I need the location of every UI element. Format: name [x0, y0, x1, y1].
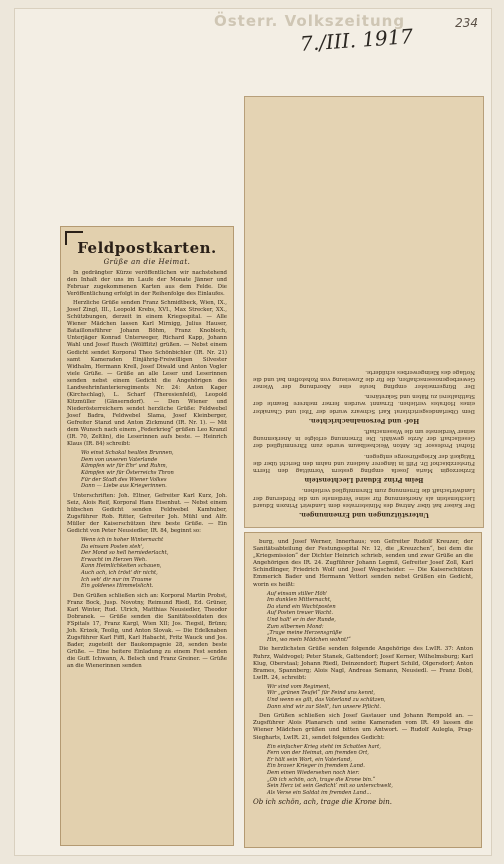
- article-paragraph: Unterschriften: Joh. Eltner, Gefreiter Karl Kurz, Joh. Seiz, Alois Reif, Korporal Hans Eisenhut. — Nebst einem hübschen Gedicht senden Feldwebel Kamhuber, Zugsführer Rob. Ritter, Gefreiter Joh. Mühl und Alfr. Müller der Kaiserschützen ihre beste Grüße. — Ein Gedicht von Peter Neusiedler, IR. 84, beginnt so:: [67, 492, 227, 534]
- article-subheadline: Grüße an die Heimat.: [103, 258, 191, 266]
- upper-paragraph: Der Kaiser hat über Antrag des Ministerrates dem Landwirt Prinzen Eduard Liechtenstein als Anerkennung für seine Verdienste um die Förderung der Landwirtschaft die Ernennung zum Ehrenmitglied verliehen.: [253, 487, 475, 508]
- verse-line: Ein braver Krieger in fremdem Land.: [267, 763, 365, 770]
- verse-line: Und halt' er in der Runde,: [267, 617, 336, 624]
- verse-line: Wenn ich in hoher Winternacht: [81, 537, 164, 544]
- article-paragraph: In gedrängter Kürze veröffentlichen wir nachstehend den Inhalt der uns im Laufe der Monate Jänner und Februar zugekommenen Karten aus dem Felde. Die Veröffentlichung erfolgt in der Reihenfolge des Einlaufes.: [67, 270, 227, 298]
- verse-line: Wo einst Schakal heulten Brunnen,: [81, 450, 174, 457]
- verse-line: Fern von der Heimat, am fremden Ort,: [267, 750, 369, 757]
- verse-line: Sein Herz ist sein Gedicht‘ mit so unterschwelt,: [267, 783, 393, 790]
- verse-line: Er hält sein Wort, ein Vaterland,: [267, 756, 352, 763]
- upper-heading-1: Unterstützungen und Ernennungen.: [299, 511, 430, 519]
- verse-line: Kämpfen wir für Ehr' und Ruhm,: [81, 463, 168, 470]
- verse-line: „Ob ich schön, ach, trage die Krone bin.“: [267, 776, 376, 783]
- verse-line: Zum silbernen Mond:: [267, 623, 324, 630]
- verse-line: Dann — Liebe aus Kriegerinnen.: [81, 483, 167, 490]
- article-headline: Feldpostkarten.: [77, 239, 217, 257]
- verse-line: Auch ach, ich tröst' dir nicht,: [81, 569, 158, 576]
- upper-paragraph: Hofrat Professor Dr. Anton Weichselbaum wurde zum Ehrenmitglied der Gesellschaft der Ärzte gewählt. Die Ernennung erfolgte in Anerkennung seiner Verdienste um die Wissenschaft.: [253, 427, 475, 449]
- verse-line: Auf Posten treuer Wacht.: [267, 610, 333, 617]
- newspaper-stamp: Österr. Volkszeitung: [214, 12, 406, 30]
- corner-mark: [65, 231, 83, 245]
- right-paragraph: Den Grüßen schließen sich Josef Gastauer und Johann Rempold an. — Zugsführer Alois Planarsch und seine Kameraden vom IR. 49 lassen die Wiener Mädchen grüßen und bitten um Antwort. — Rudolf Aulegla, Prag-Siegharts, LwIR. 21, sendet folgendes Gedicht:: [253, 713, 473, 741]
- upper-clipping-text: [245, 97, 483, 527]
- verse-line: Auf einsam stiller Höh': [267, 590, 328, 597]
- right-clipping: [244, 532, 482, 848]
- page-number: 234: [455, 16, 478, 30]
- article-paragraph: Den Grüßen schließen sich an: Korporal Martin Probst, Franz Bock, Jusp. Novotny, Reimund Riedl, Ed. Grüner, Karl Winter, Rud. Ulrich, Matthias Neusiedler, Theodor Dobranek. — Grüße senden die Sanitätssoldaten des FSpitals 17, Franz Kargl, Wien XII; Jos. Tiegsil, Brünn; Joh. Krizek, Teolig, und Anton Slovak. — Die Edelknaben Zugsführer Karl Fiffl, Karl Habacht, Fritz Wauck und Jos. Bader, zugeteilt der Baukompagnie 28, senden beste Grüße. — Eine heitere Einladung zu einem Fest senden die Guff. Ichwann, A. Belsch und Franz Greiner. — Grüße an die Wienerinnen senden: [67, 592, 227, 670]
- handwritten-date: 7./III. 1917: [299, 24, 414, 56]
- right-verse-2: [253, 684, 473, 710]
- article-verse-2: [67, 537, 227, 590]
- upper-heading-2: Beim Prinz Eduard Liechtenstein: [304, 476, 424, 485]
- verse-line: Dann sind wir zur Stell', tun unsere Pflicht.: [267, 703, 382, 710]
- verse-line: Kann Heimlichkeiten schauen,: [81, 563, 162, 570]
- article-paragraph: Herzliche Grüße senden Franz Schmidtbeck, Wien, IX., Josef Zingl, III., Leopold Krebs, XVI., Max Strecker, XX., Schützbungen, derzeit in einem Kriegsspital. — Alle Wiener Mädchen lassen Karl Mirnigg, Julius Hauser, Bataillonsführer Johann Böhm, Franz Knobloch, Unterjäger Konrad Unterweger, Richard Kapp, Johann Wahl und Josef Rusch (Wölfflitz) grüßen. — Nebst einem Gedicht sendet Korporal Theo Schönbichler (IR. Nr. 21) samt Kameraden Einjährig-Freiwilligen Silvester Widhalm, Hermann Krell, Josef Diwald und Anton Vogler viele Grüße. — Grüße an alle Leser und Leserinnen senden nebst einem Gedicht die Angehörigen des Landwehrinfanterieregiments Nr. 24: Anton Kager (Kirchschlag), L. Scharf (Theresienfeld), Leopold Kitzmüller (Gänserndorf). — Den Wiener und Niederösterreichern sendet herzliche Grüße: Feldwebel Josef Badra, Feldwebel Slama, Josef Kleinberger, Gefreiter Stanzl und Anton Zickmund (IR. Nr. 1). — Mit dem Wunsch nach einem „Federkrieg“ grüßen Leo Kranzl (IR. 70, Zeltlin), die Leserinnen aufs beste. — Heinrich Klaus (IR. 84) schreibt:: [67, 300, 227, 448]
- upper-paragraph: Dem Oberlandesgerichtsrat Karl Schwarz wurde der Titel und Charakter eines Hofrates verliehen. Ernannt wurden ferner mehrere Beamte der Statthalterei zu Räten und Sekretären.: [253, 393, 475, 414]
- feldpostkarten-article: [60, 226, 234, 846]
- verse-line: Dem einen Wiedersehen noch hier:: [267, 770, 360, 776]
- verse-line: Dem von unseren Vaterlande: [81, 456, 158, 463]
- verse-line: Für der Stadt des Wiener Volkes: [81, 476, 167, 483]
- verse-line: Ein goldenes Himmelslicht.: [81, 583, 154, 590]
- upper-paragraph: Der Bürgermeister empfing heute eine Abordnung der Wiener Gewerbegenossenschaften, die für die Zuweisung von Rohstoffen bat und die Notlage des Kleingewerbes schilderte.: [253, 368, 475, 389]
- verse-line: Kämpfen wir für Österreichs Thron: [81, 469, 174, 476]
- verse-line: Ein einfacher Krieg steht im Schatten hart,: [267, 743, 381, 750]
- verse-line: Hin, wo mein Mädchen wohnt!“: [267, 636, 351, 643]
- verse-line: Der Mond so hell herniederlacht,: [81, 550, 169, 557]
- verse-line: Im dunklen Mitternacht,: [267, 597, 332, 604]
- article-body: [67, 270, 227, 670]
- upper-clipping: [244, 96, 484, 528]
- right-paragraph: burg, und Josef Werner, Innerhaus; von Gefreiter Rudolf Kreuzer, der Sanitätsabteilung der Festungsspital Nr. 12, die „Kreuzchen“, bei dem die „Kriegsmission“ der Dichter Heinrich schrieb, senden und zwar Grüße an die Angehörigen des IR. 24. Zugführer Johann Legmil, Gefreiter Josef Zoll, Karl Schindlinger, Friedrich Wolf und Josef Wegscheider. — Die Kaiserschützen Emmerich Bader und Hermann Vettori senden nebst Grüßen ein Gedicht, worin es heißt:: [253, 539, 473, 588]
- article-verse-1: [67, 450, 227, 490]
- right-clipping-body: [253, 539, 473, 806]
- verse-line: Wir „grünen Teufel“ für Feind uns kennt,: [267, 690, 376, 697]
- verse-line: Da einsam Posten steh',: [81, 543, 144, 550]
- verse-line: Da stand ein Wachtposten: [267, 603, 336, 610]
- verse-line: Wir sind vom Regiment,: [267, 683, 331, 690]
- verse-line: „Trage meine Herzensgrüße: [267, 630, 342, 637]
- right-verse-3: [253, 744, 473, 797]
- upper-paragraph: Erzherzogin Maria Josefa empfing gestern Vormittag den Herrn Fürsterzbischof Dr. Piffl in längerer Audienz und nahm den Bericht über die Tätigkeit der Kriegsfürsorge entgegen.: [253, 452, 475, 473]
- upper-heading-3: Hof- und Personalnachrichten.: [308, 416, 420, 425]
- verse-line: Als Verse ein Soldat im fremden Land...: [267, 789, 372, 796]
- handwritten-line: Ob ich schön, ach, trage die Krone bin.: [253, 798, 392, 807]
- verse-line: Und wenn es gilt, das Vaterland zu schützen,: [267, 697, 386, 704]
- verse-line: Ich seh' dir nur im Traume: [81, 576, 152, 583]
- right-paragraph: Die herzlichsten Grüße senden folgende Angehörige des LwIR. 37: Anton Ruhrz, Waldvogel; Peter Stanek, Gattendorf; Josef Kerner, Wilhelmsburg; Karl Klug, Oberstaal; Johann Riedl, Deinzendorf; Rupert Schild, Olgersdorf; Anton Brames, Spannberg; Alois Nagl, Andreas Semann, Neusiedl. — Franz Dobl, LwIR. 24, schreibt:: [253, 646, 473, 681]
- right-verse-1: [253, 591, 473, 644]
- verse-line: Erwacht im Herzen Weh.: [81, 556, 147, 563]
